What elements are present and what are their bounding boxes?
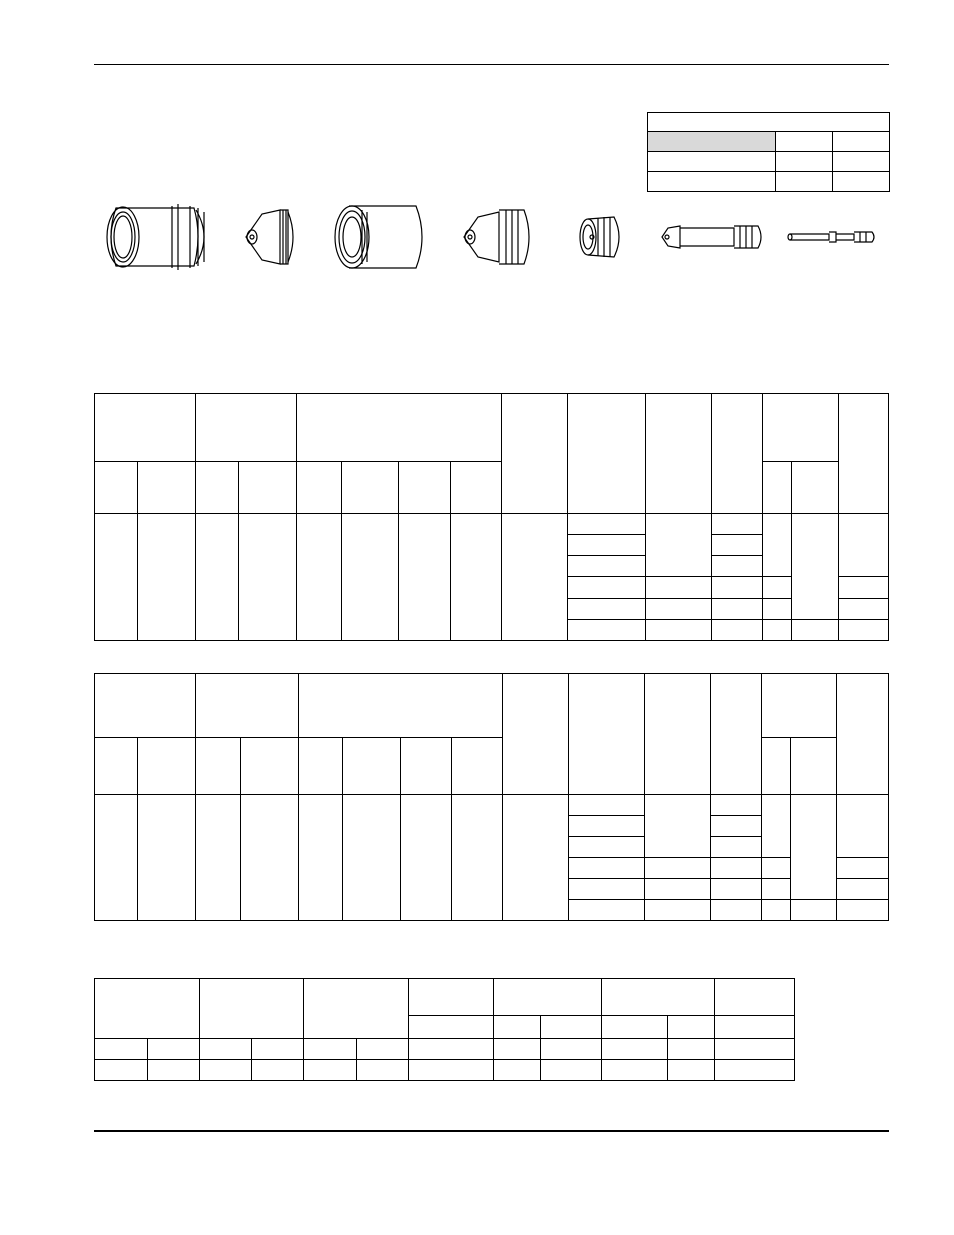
data-cell [568, 619, 646, 640]
data-cell [502, 513, 568, 640]
header-cell [568, 394, 646, 514]
data-cell [569, 795, 645, 816]
subheader-cell [299, 738, 343, 795]
data-cell [837, 879, 889, 900]
retaining-cap-part-icon [246, 210, 293, 264]
data-cell [239, 513, 297, 640]
data-cell [712, 513, 763, 534]
subheader-cell [792, 461, 839, 513]
header-cell [762, 674, 837, 738]
data-cell [712, 577, 763, 598]
electrode-part-icon [662, 226, 761, 248]
data-cell [304, 1060, 357, 1081]
data-cell [645, 900, 711, 921]
header-cell [839, 394, 889, 514]
info-table-cell [776, 132, 833, 152]
subheader-cell [196, 461, 239, 513]
data-cell [837, 900, 889, 921]
swirl-ring-housing-part-icon [335, 206, 422, 268]
data-cell [241, 795, 299, 921]
data-cell [668, 1039, 715, 1060]
subheader-cell [762, 738, 791, 795]
data-cell [792, 513, 839, 619]
header-cell [196, 674, 299, 738]
info-table-cell [776, 172, 833, 192]
subheader-cell [715, 1016, 795, 1039]
subheader-cell [452, 738, 503, 795]
header-cell [503, 674, 569, 795]
info-table-cell [648, 172, 776, 192]
data-cell [763, 619, 792, 640]
data-cell [200, 1039, 252, 1060]
subheader-cell [95, 461, 138, 513]
data-cell [568, 535, 646, 556]
data-cell [645, 858, 711, 879]
header-cell [715, 979, 795, 1016]
data-cell [712, 556, 763, 577]
data-cell [791, 795, 837, 900]
data-cell [138, 513, 196, 640]
header-cell [409, 979, 494, 1016]
water-tube-part-icon [788, 232, 874, 242]
subheader-cell [196, 738, 241, 795]
cut-chart-table-2 [94, 673, 889, 921]
data-cell [839, 619, 889, 640]
data-cell [715, 1039, 795, 1060]
header-cell [304, 979, 409, 1039]
data-cell [668, 1060, 715, 1081]
data-cell [711, 795, 762, 816]
header-cell [297, 394, 502, 462]
data-cell [357, 1060, 409, 1081]
header-cell [299, 674, 503, 738]
data-cell [568, 577, 646, 598]
data-cell [148, 1039, 200, 1060]
data-cell [646, 577, 712, 598]
data-cell [569, 837, 645, 858]
data-cell [791, 900, 837, 921]
header-cell [494, 979, 602, 1016]
data-cell [762, 879, 791, 900]
subheader-cell [342, 461, 399, 513]
subheader-cell [239, 461, 297, 513]
data-cell [792, 619, 839, 640]
header-cell [602, 979, 715, 1016]
header-cell [95, 979, 200, 1039]
data-cell [839, 598, 889, 619]
data-cell [409, 1060, 494, 1081]
header-cell [763, 394, 839, 462]
data-cell [762, 858, 791, 879]
subheader-cell [399, 461, 451, 513]
data-cell [503, 795, 569, 921]
data-cell [568, 598, 646, 619]
data-cell [401, 795, 452, 921]
nozzle-part-icon [464, 210, 529, 264]
footer-rule [94, 1130, 889, 1132]
data-cell [837, 858, 889, 879]
header-cell [712, 394, 763, 514]
subheader-cell [343, 738, 401, 795]
info-table-cell [776, 152, 833, 172]
data-cell [569, 858, 645, 879]
data-cell [711, 837, 762, 858]
header-cell [569, 674, 645, 795]
data-cell [299, 795, 343, 921]
data-cell [711, 816, 762, 837]
subheader-cell [494, 1016, 541, 1039]
data-cell [304, 1039, 357, 1060]
data-cell [138, 795, 196, 921]
data-cell [297, 513, 342, 640]
data-cell [343, 795, 401, 921]
data-cell [712, 619, 763, 640]
info-table-cell [648, 132, 776, 152]
data-cell [837, 795, 889, 858]
data-cell [95, 513, 138, 640]
subheader-cell [138, 738, 196, 795]
data-cell [712, 535, 763, 556]
header-cell [196, 394, 297, 462]
header-cell [711, 674, 762, 795]
info-table-cell [833, 152, 890, 172]
data-cell [95, 795, 138, 921]
data-cell [196, 795, 241, 921]
data-cell [645, 879, 711, 900]
data-cell [646, 598, 712, 619]
data-cell [399, 513, 451, 640]
shield-part-icon [107, 204, 204, 270]
data-cell [711, 879, 762, 900]
data-cell [568, 556, 646, 577]
data-cell [95, 1039, 148, 1060]
data-cell [568, 513, 646, 534]
subheader-cell [668, 1016, 715, 1039]
cut-chart-table-1 [94, 393, 889, 641]
header-cell [645, 674, 711, 795]
subheader-cell [791, 738, 837, 795]
data-cell [252, 1060, 304, 1081]
data-cell [602, 1060, 668, 1081]
subheader-cell [138, 461, 196, 513]
data-cell [569, 879, 645, 900]
subheader-cell [95, 738, 138, 795]
data-cell [763, 598, 792, 619]
bottom-table [94, 978, 795, 1081]
header-cell [200, 979, 304, 1039]
header-cell [95, 674, 196, 738]
data-cell [839, 513, 889, 576]
data-cell [762, 795, 791, 858]
data-cell [200, 1060, 252, 1081]
data-cell [494, 1060, 541, 1081]
subheader-cell [409, 1016, 494, 1039]
info-table-cell [833, 132, 890, 152]
data-cell [541, 1039, 602, 1060]
data-cell [839, 577, 889, 598]
info-table-cell [833, 172, 890, 192]
subheader-cell [241, 738, 299, 795]
data-cell [452, 795, 503, 921]
header-cell [502, 394, 568, 514]
subheader-cell [602, 1016, 668, 1039]
data-cell [494, 1039, 541, 1060]
info-table-cell [648, 152, 776, 172]
data-cell [342, 513, 399, 640]
subheader-cell [451, 461, 502, 513]
subheader-cell [763, 461, 792, 513]
header-rule [94, 64, 889, 65]
header-cell [646, 394, 712, 514]
header-cell [95, 394, 196, 462]
subheader-cell [297, 461, 342, 513]
data-cell [762, 900, 791, 921]
data-cell [252, 1039, 304, 1060]
data-cell [712, 598, 763, 619]
data-cell [95, 1060, 148, 1081]
subheader-cell [401, 738, 452, 795]
data-cell [645, 795, 711, 858]
data-cell [569, 900, 645, 921]
data-cell [569, 816, 645, 837]
data-cell [602, 1039, 668, 1060]
data-cell [763, 513, 792, 576]
data-cell [646, 513, 712, 576]
info-table [647, 112, 890, 192]
data-cell [148, 1060, 200, 1081]
consumables-illustration [94, 192, 889, 292]
data-cell [451, 513, 502, 640]
data-cell [357, 1039, 409, 1060]
data-cell [711, 900, 762, 921]
header-cell [837, 674, 889, 795]
data-cell [541, 1060, 602, 1081]
data-cell [763, 577, 792, 598]
data-cell [646, 619, 712, 640]
data-cell [711, 858, 762, 879]
data-cell [196, 513, 239, 640]
data-cell [409, 1039, 494, 1060]
subheader-cell [541, 1016, 602, 1039]
info-table-header-cell [648, 113, 890, 132]
swirl-ring-part-icon [580, 217, 619, 257]
data-cell [715, 1060, 795, 1081]
